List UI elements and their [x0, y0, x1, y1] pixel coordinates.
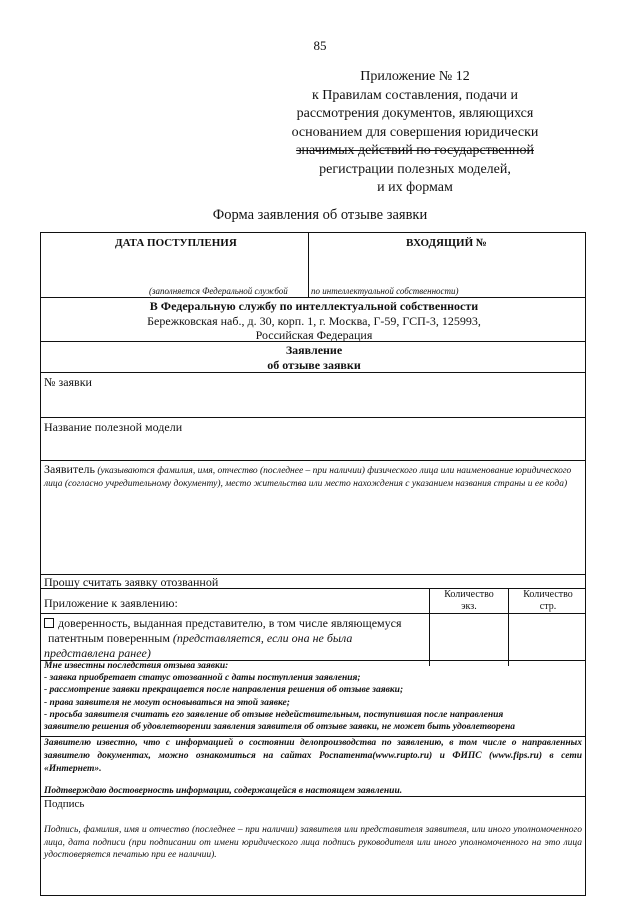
poa-note-continued: представлена ранее): [44, 646, 151, 660]
patent-attorney-text: патентным поверенным: [48, 631, 170, 645]
consequence-item: - рассмотрение заявки прекращается после направления решения об отзыве заявки;: [44, 685, 404, 696]
addressee-line1: В Федеральную службу по интеллектуальной собственности: [149, 299, 479, 313]
appendix-line: регистрации полезных моделей,: [319, 161, 511, 177]
application-number-label: № заявки: [44, 375, 92, 389]
divider: [41, 372, 585, 373]
utility-model-name-label: Название полезной модели: [44, 420, 183, 434]
addressee-country: Российская Федерация: [255, 328, 373, 342]
statement-title: Заявление: [285, 343, 343, 357]
pages-column-header: [509, 589, 587, 613]
consequence-item: - просьба заявителя считать его заявление об отзыве недействительным, поступившая после направления: [44, 709, 504, 720]
copies-column-header: [430, 589, 508, 613]
incoming-number-label: ВХОДЯЩИЙ №: [406, 237, 487, 249]
pages-header-line1: Количество: [523, 589, 573, 600]
pages-header-line2: стр.: [539, 601, 557, 612]
signature-note: Подпись, фамилия, имя и отчество (последнее – при наличии) заявителя или представителя заявителя, или иного уполномоченного лица, дата подписи (при подписании от имени юридического лица подпись руководителя или иного уполномоченного на это лица удостоверяется печатью при ее наличии).: [44, 825, 582, 860]
copies-header-line1: Количество: [444, 589, 494, 600]
appendix-line: рассмотрения документов, являющихся: [296, 106, 534, 121]
page-number: 85: [313, 38, 327, 53]
consequence-item: заявителю решения об удовлетворении заявления заявителя об отзыве заявки, не может быть удовлетворена: [44, 722, 515, 733]
appendix-header: [280, 68, 550, 198]
date-received-label: ДАТА ПОСТУПЛЕНИЯ: [115, 237, 237, 249]
divider: [41, 796, 585, 797]
divider: [41, 297, 585, 298]
divider: [41, 341, 585, 342]
applicant-field: [44, 463, 582, 490]
confirmation-text: Подтверждаю достоверность информации, содержащейся в настоящем заявлении.: [44, 786, 403, 796]
applicant-note: (указываются фамилия, имя, отчество (последнее – при наличии) физического лица или наименование юридического лица (согласно учредительному документу), место жительства или место нахождения с указанием названия страны и ее кода): [44, 466, 572, 489]
power-of-attorney-text: доверенность, выданная представителю, в том числе являющемуся: [58, 616, 402, 630]
consequences-block: [44, 660, 584, 733]
appendix-line: Приложение № 12: [360, 69, 470, 84]
addressee-address: Бережковская наб., д. 30, корп. 1, г. Москва, Г-59, ГСП-3, 125993,: [147, 314, 481, 328]
info-notice: Заявителю известно, что с информацией о состоянии делопроизводства по заявлению, в том числе о направленных заявителю документах, можно ознакомиться на сайтах Роспатента(www.rupto.ru) и ФИПС (www.fips.ru) в сети «Интернет».: [44, 738, 582, 774]
appendix-line: основанием для совершения юридически: [291, 124, 539, 140]
fill-note-right: по интеллектуальной собственности): [311, 286, 459, 296]
power-of-attorney-item: [44, 616, 428, 661]
appendix-line: значимых действий по государственной: [296, 143, 534, 158]
copies-header-line2: экз.: [461, 601, 477, 612]
appendix-line: и их формам: [377, 180, 453, 195]
header-divider: [308, 233, 309, 297]
divider: [41, 417, 585, 418]
poa-note: (представляется, если она не была: [172, 631, 353, 645]
signature-label: Подпись: [44, 798, 85, 810]
statement-subtitle: об отзыве заявки: [267, 358, 361, 372]
fill-note-left: (заполняется Федеральной службой: [149, 286, 288, 296]
divider: [41, 613, 585, 614]
form-title: Форма заявления об отзыве заявки: [212, 207, 428, 223]
appendix-line: к Правилам составления, подачи и: [311, 87, 518, 103]
applicant-label: Заявитель: [44, 462, 95, 476]
request-text: Прошу считать заявку отозванной: [44, 575, 219, 589]
divider: [41, 460, 585, 461]
consequence-item: - права заявителя не могут основываться на этой заявке;: [44, 697, 290, 708]
attachments-label: Приложение к заявлению:: [44, 596, 178, 610]
consequence-item: - заявка приобретает статус отозванной с даты поступления заявления;: [44, 673, 361, 684]
consequences-title: Мне известны последствия отзыва заявки:: [44, 661, 229, 671]
application-withdrawal-form: [40, 232, 586, 896]
power-of-attorney-checkbox[interactable]: [44, 618, 54, 628]
